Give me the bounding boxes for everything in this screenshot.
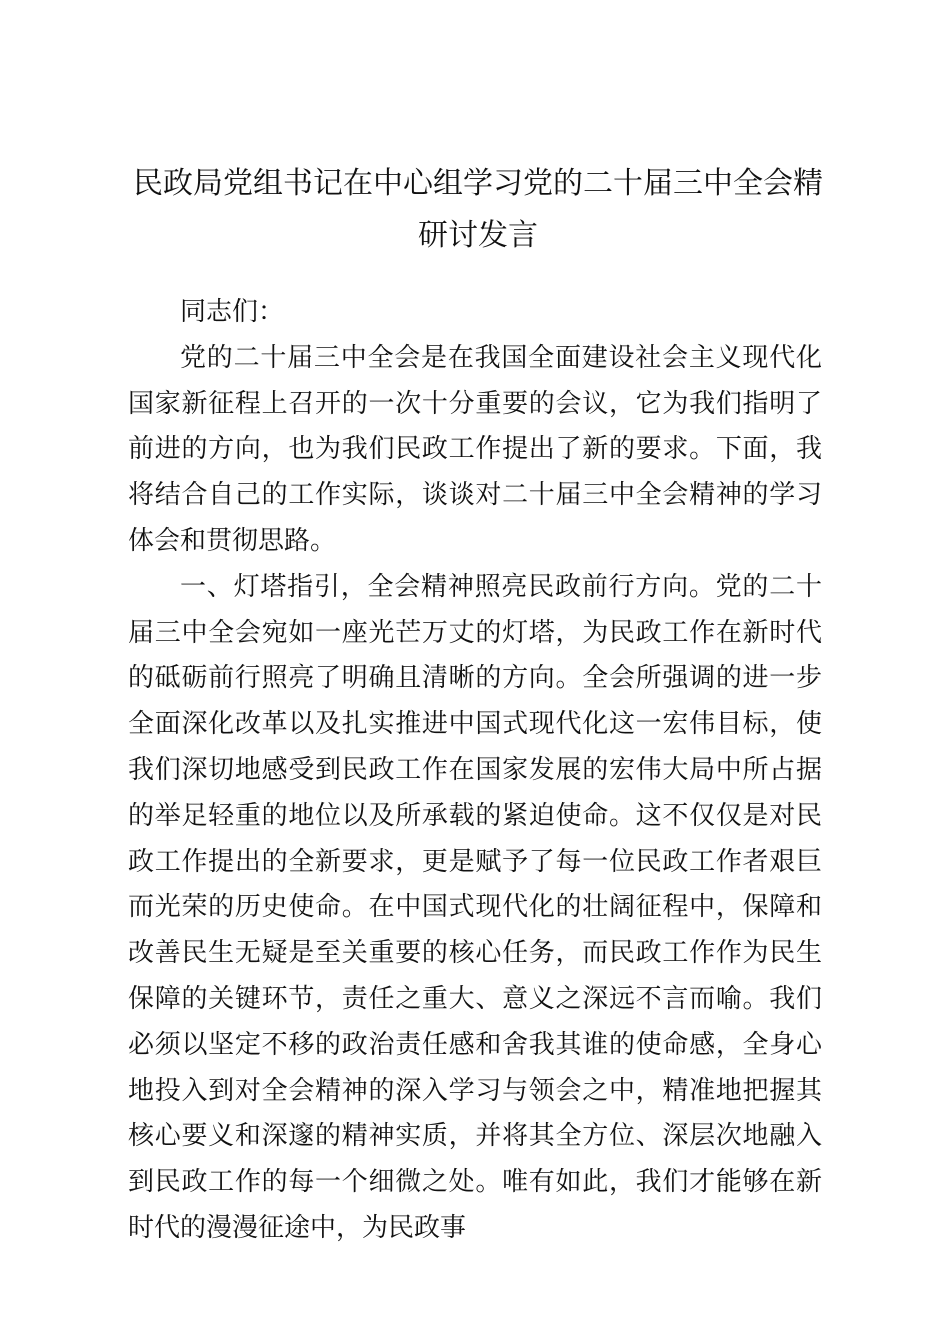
document-body bbox=[128, 290, 822, 1252]
paragraph-section-one: 一、灯塔指引，全会精神照亮民政前行方向。党的二十届三中全会宛如一座光芒万丈的灯塔，为民政工作在新时代的砥砺前行照亮了明确且清晰的方向。全会所强调的进一步全面深化改革以及扎实推进中国式现代化这一宏伟目标，使我们深切地感受到民政工作在国家发展的宏伟大局中所占据的举足轻重的地位以及所承载的紧迫使命。这不仅仅是对民政工作提出的全新要求，更是赋予了每一位民政工作者艰巨而光荣的历史使命。在中国式现代化的壮阔征程中，保障和改善民生无疑是至关重要的核心任务，而民政工作作为民生保障的关键环节，责任之重大、意义之深远不言而喻。我们必须以坚定不移的政治责任感和舍我其谁的使命感，全身心地投入到对全会精神的深入学习与领会之中，精准地把握其核心要义和深邃的精神实质，并将其全方位、深层次地融入到民政工作的每一个细微之处。唯有如此，我们才能够在新时代的漫漫征途中，为民政事 bbox=[128, 571, 822, 1243]
document-title: 民政局党组书记在中心组学习党的二十届三中全会精研讨发言 bbox=[133, 166, 823, 253]
salutation: 同志们： bbox=[180, 297, 285, 327]
paragraph-intro: 党的二十届三中全会是在我国全面建设社会主义现代化国家新征程上召开的一次十分重要的会议，它为我们指明了前进的方向，也为我们民政工作提出了新的要求。下面，我将结合自己的工作实际，谈谈对二十届三中全会精神的学习体会和贯彻思路。 bbox=[128, 342, 822, 556]
